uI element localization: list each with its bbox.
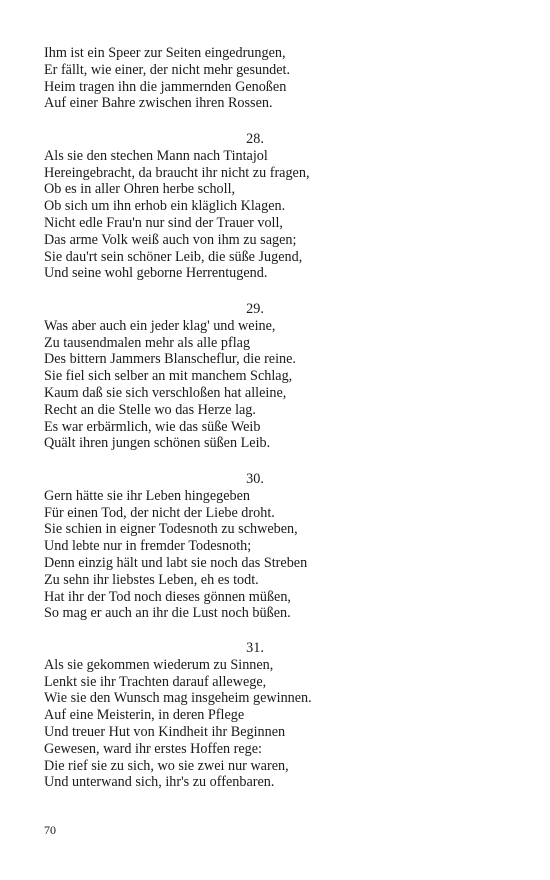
verse-line: Lenkt sie ihr Trachten darauf allewege,: [44, 673, 267, 690]
stanza-28: [44, 131, 466, 282]
verse-line: Er fällt, wie einer, der nicht mehr gesundet.: [44, 61, 291, 78]
verse-line: Des bittern Jammers Blanscheflur, die reine.: [44, 351, 296, 368]
verse-line: Auf einer Bahre zwischen ihren Rossen.: [44, 95, 273, 112]
stanza-continuation: [44, 45, 290, 112]
verse-line: Und seine wohl geborne Herrentugend.: [44, 265, 268, 282]
verse-line: So mag er auch an ihr die Lust noch büßen.: [44, 605, 291, 622]
verse-line: Denn einzig hält und labt sie noch das Streben: [44, 554, 308, 571]
stanza-31: [44, 640, 466, 791]
verse-line: Und unterwand sich, ihr's zu offenbaren.: [44, 774, 275, 791]
stanza-number: 31.: [246, 640, 264, 656]
verse-line: Nicht edle Frau'n nur sind der Trauer voll,: [44, 214, 283, 231]
verse-line: Sie schien in eigner Todesnoth zu schweben,: [44, 521, 298, 538]
verse-line: Kaum daß sie sich verschloßen hat alleine,: [44, 384, 287, 401]
verse-line: Und treuer Hut von Kindheit ihr Beginnen: [44, 723, 286, 740]
verse-line: Zu sehn ihr liebstes Leben, eh es todt.: [44, 571, 259, 588]
stanza-29: [44, 301, 466, 452]
page-number: 70: [44, 823, 56, 837]
verse-line: Ob es in aller Ohren herbe scholl,: [44, 181, 236, 198]
verse-line: Wie sie den Wunsch mag insgeheim gewinnen.: [44, 690, 312, 707]
verse-line: Sie fiel sich selber an mit manchem Schlag,: [44, 368, 293, 385]
verse-line: Es war erbärmlich, wie das süße Weib: [44, 418, 261, 435]
verse-line: Das arme Volk weiß auch von ihm zu sagen;: [44, 231, 297, 248]
verse-line: Und lebte nur in fremder Todesnoth;: [44, 538, 252, 555]
stanza-30: [44, 471, 466, 622]
verse-line: Zu tausendmalen mehr als alle pflag: [44, 334, 251, 351]
stanza-number: 30.: [246, 471, 264, 487]
verse-line: Gern hätte sie ihr Leben hingegeben: [44, 487, 251, 504]
verse-line: Was aber auch ein jeder klag' und weine,: [44, 317, 276, 334]
verse-line: Ihm ist ein Speer zur Seiten eingedrungen,: [44, 45, 286, 61]
stanza-number: 29.: [246, 301, 264, 317]
verse-line: Hereingebracht, da braucht ihr nicht zu fragen,: [44, 164, 310, 181]
verse-line: Auf eine Meisterin, in deren Pflege: [44, 707, 245, 724]
verse-line: Gewesen, ward ihr erstes Hoffen rege:: [44, 740, 262, 757]
stanza-number: 28.: [246, 131, 264, 147]
verse-line: Ob sich um ihn erhob ein kläglich Klagen.: [44, 198, 286, 215]
verse-line: Für einen Tod, der nicht der Liebe droht.: [44, 504, 275, 521]
verse-line: Quält ihren jungen schönen süßen Leib.: [44, 435, 271, 452]
verse-line: Die rief sie zu sich, wo sie zwei nur waren,: [44, 757, 289, 774]
verse-line: Heim tragen ihn die jammernden Genoßen: [44, 78, 287, 95]
verse-line: Sie dau'rt sein schöner Leib, die süße Jugend,: [44, 248, 303, 265]
verse-line: Als sie gekommen wiederum zu Sinnen,: [44, 656, 274, 673]
verse-line: Als sie den stechen Mann nach Tintajol: [44, 147, 268, 164]
verse-line: Recht an die Stelle wo das Herze lag.: [44, 401, 256, 418]
verse-line: Hat ihr der Tod noch dieses gönnen müßen,: [44, 588, 291, 605]
